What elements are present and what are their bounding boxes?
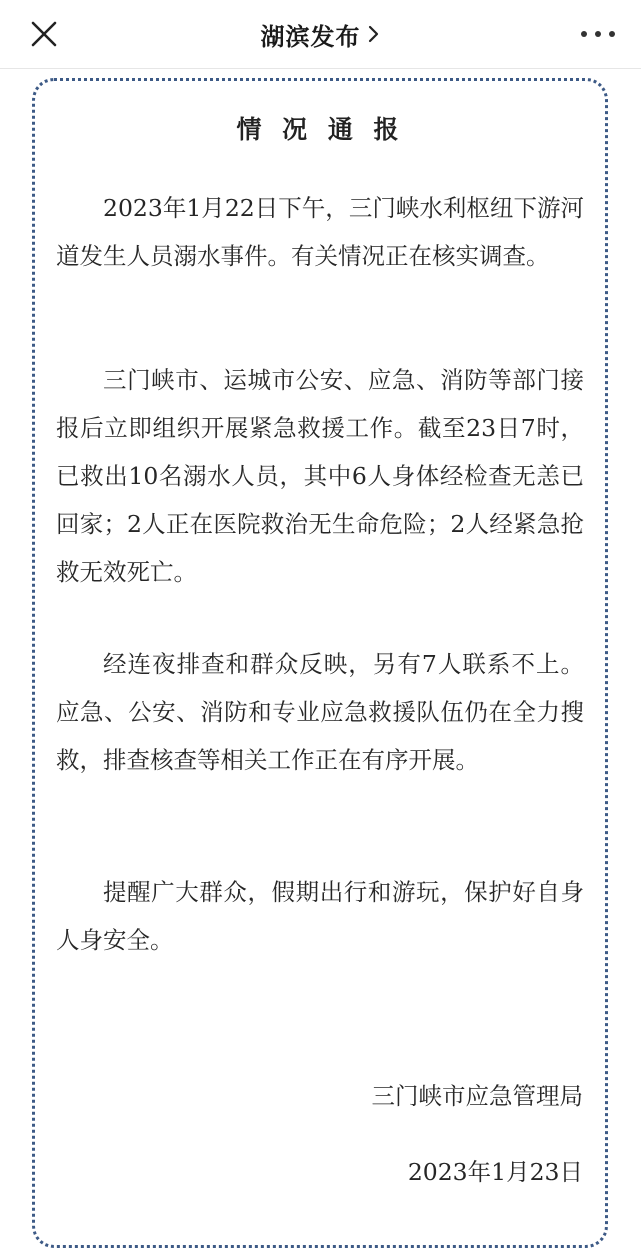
notice-paragraph: 三门峡市、运城市公安、应急、消防等部门接报后立即组织开展紧急救援工作。截至23日7时，已救出10名溺水人员，其中6人身体经检查无恙已回家；2人正在医院救治无生命危险；2人经紧急抢救无效死亡。 xyxy=(56,366,584,586)
top-navigation-bar xyxy=(0,0,641,69)
page-title: 湖滨发布 xyxy=(260,22,361,51)
notice-paragraph: 提醒广大群众，假期出行和游玩，保护好自身人身安全。 xyxy=(56,878,584,954)
signature-organization: 三门峡市应急管理局 xyxy=(371,1082,583,1110)
signature-date: 2023年1月23日 xyxy=(407,1158,583,1186)
notice-heading: 情 况 通 报 xyxy=(236,115,405,144)
account-title-link[interactable] xyxy=(0,0,641,68)
more-dots-icon xyxy=(595,31,601,37)
more-dots-icon xyxy=(609,31,615,37)
notice-paragraph: 2023年1月22日下午，三门峡水利枢纽下游河道发生人员溺水事件。有关情况正在核实调查。 xyxy=(56,194,584,270)
more-options-button[interactable] xyxy=(581,18,615,50)
notice-paragraph: 经连夜排查和群众反映，另有7人联系不上。应急、公安、消防和专业应急救援队伍仍在全力搜救，排查核查等相关工作正在有序开展。 xyxy=(56,650,584,774)
chevron-right-icon xyxy=(367,24,381,44)
more-dots-icon xyxy=(581,31,587,37)
